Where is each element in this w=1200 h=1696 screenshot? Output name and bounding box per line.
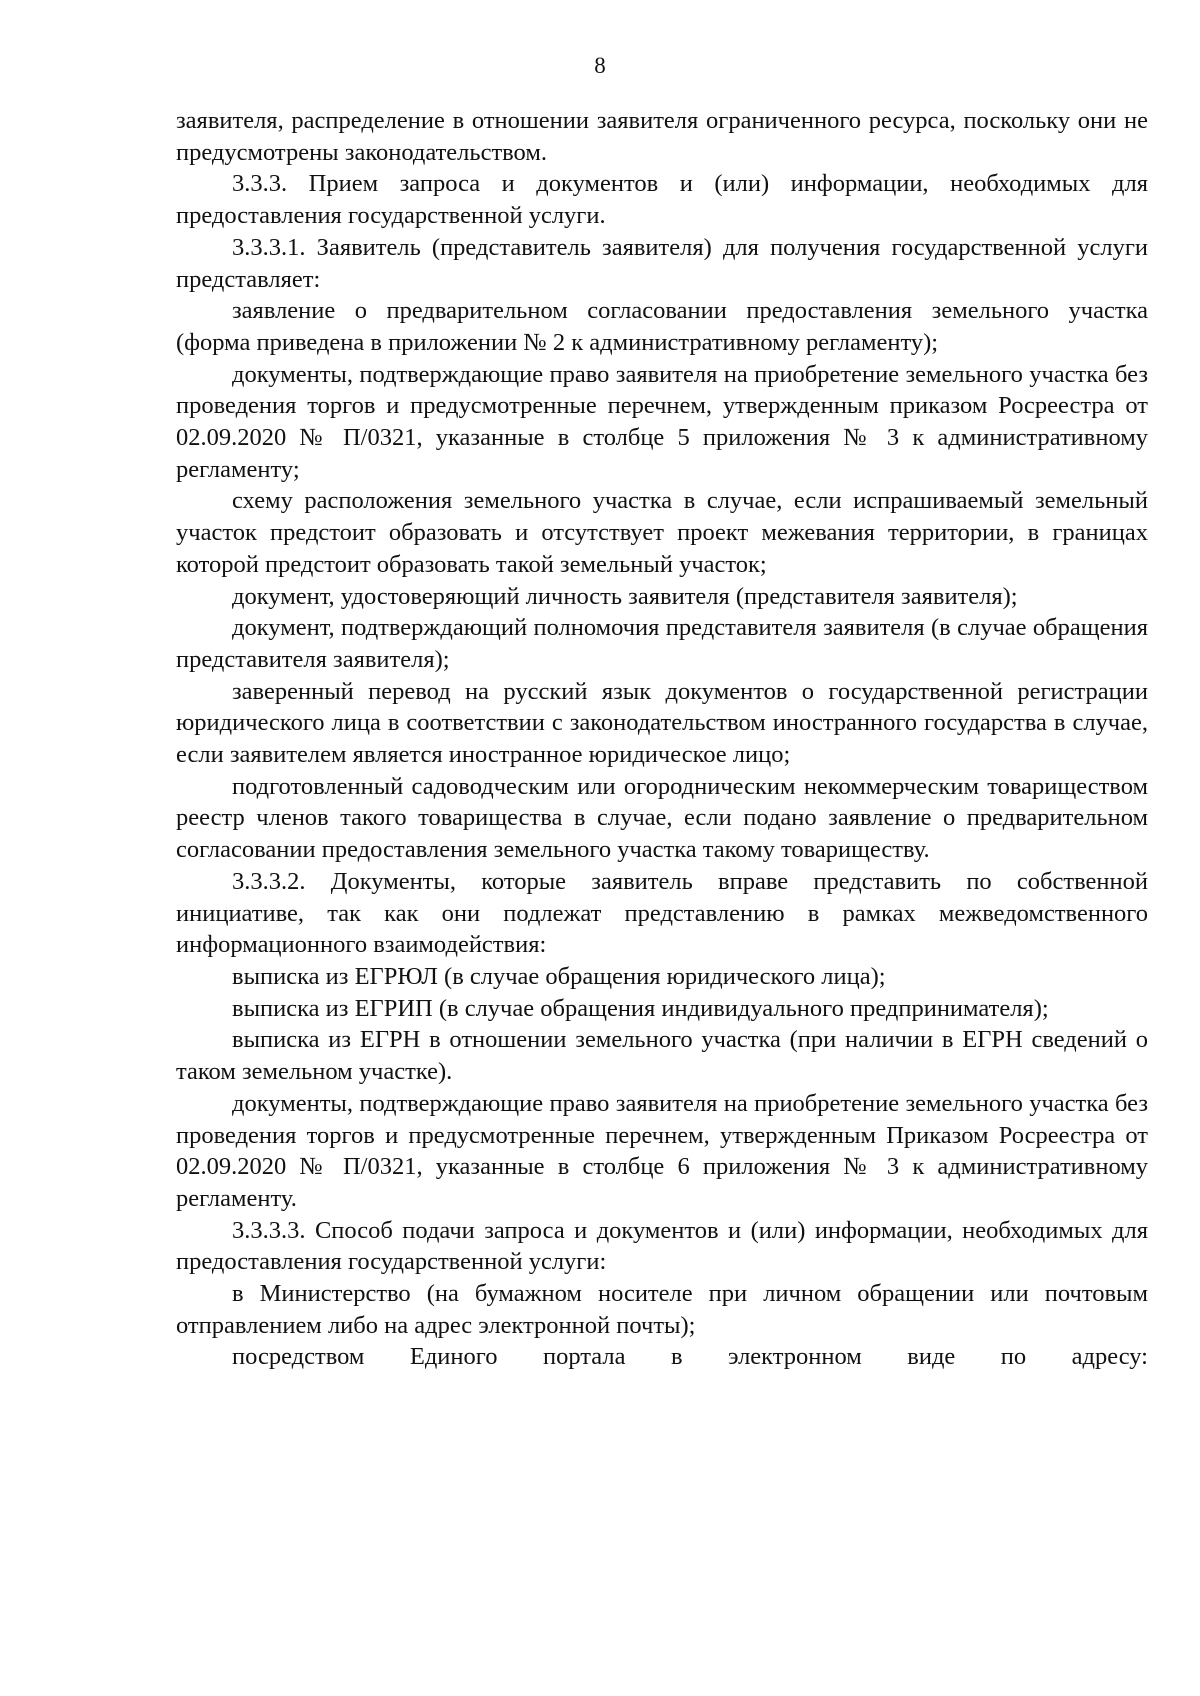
list-item-layout-scheme: схему расположения земельного участка в случае, если испрашиваемый земельный участок предстоит образовать и отсутствует проект межевания территории, в границах которой предстоит образовать такой земельный участок;	[176, 487, 1148, 578]
paragraph-continuation: заявителя, распределение в отношении заявителя ограниченного ресурса, поскольку они не предусмотрены законодательством.	[176, 107, 1148, 166]
list-item-identity-document: документ, удостоверяющий личность заявителя (представителя заявителя);	[232, 582, 1018, 610]
list-item-ministry-submission: в Министерство (на бумажном носителе при личном обращении или почтовым отправлением либо на адрес электронной почты);	[176, 1280, 1148, 1339]
list-item-members-register: подготовленный садоводческим или огородническим некоммерческим товариществом реестр членов такого товарищества в случае, если подано заявление о предварительном согласовании предоставления земельного участка такому товариществу.	[176, 772, 1148, 864]
list-item-authority-document: документ, подтверждающий полномочия представителя заявителя (в случае обращения представителя заявителя);	[176, 614, 1148, 673]
clause-3-3-3-2: 3.3.3.2. Документы, которые заявитель вправе представить по собственной инициативе, так как они подлежат представлению в рамках межведомственного информационного взаимодействия:	[176, 867, 1148, 959]
list-item-egrn-extract: выписка из ЕГРН в отношении земельного участка (при наличии в ЕГРН сведений о таком земельном участке).	[176, 1026, 1148, 1086]
list-item-egrul-extract: выписка из ЕГРЮЛ (в случае обращения юридического лица);	[232, 962, 886, 990]
clause-3-3-3-3: 3.3.3.3. Способ подачи запроса и документов и (или) информации, необходимых для предоставления государственной услуги:	[176, 1216, 1148, 1276]
page-number: 8	[594, 53, 606, 78]
list-item-application: заявление о предварительном согласовании предоставления земельного участка (форма приведена в приложении № 2 к административному регламенту);	[176, 297, 1148, 356]
list-item-certified-translation: заверенный перевод на русский язык документов о государственной регистрации юридического лица в соответствии с законодательством иностранного государства в случае, если заявителем является иностранное юридическое лицо;	[176, 677, 1148, 769]
list-item-egrip-extract: выписка из ЕГРИП (в случае обращения индивидуального предпринимателя);	[232, 994, 1049, 1022]
list-item-rights-documents: документы, подтверждающие право заявителя на приобретение земельного участка без проведения торгов и предусмотренные перечнем, утвержденным приказом Росреестра от 02.09.2020 № П/0321, указанные в столбце 5 приложения № 3 к административному регламенту;	[176, 360, 1148, 483]
list-item-portal-submission: посредством Единого портала в электронном виде по адресу:	[232, 1343, 1148, 1371]
clause-3-3-3-1: 3.3.3.1. Заявитель (представитель заявителя) для получения государственной услуги представляет:	[176, 233, 1148, 293]
document-body	[176, 105, 1148, 1373]
list-item-rights-documents-col6: документы, подтверждающие право заявителя на приобретение земельного участка без проведения торгов и предусмотренные перечнем, утвержденным Приказом Росреестра от 02.09.2020 № П/0321, указанные в столбце 6 приложения № 3 к административному регламенту.	[176, 1089, 1148, 1212]
section-3-3-3-heading: 3.3.3. Прием запроса и документов и (или) информации, необходимых для предоставления государственной услуги.	[176, 170, 1148, 230]
